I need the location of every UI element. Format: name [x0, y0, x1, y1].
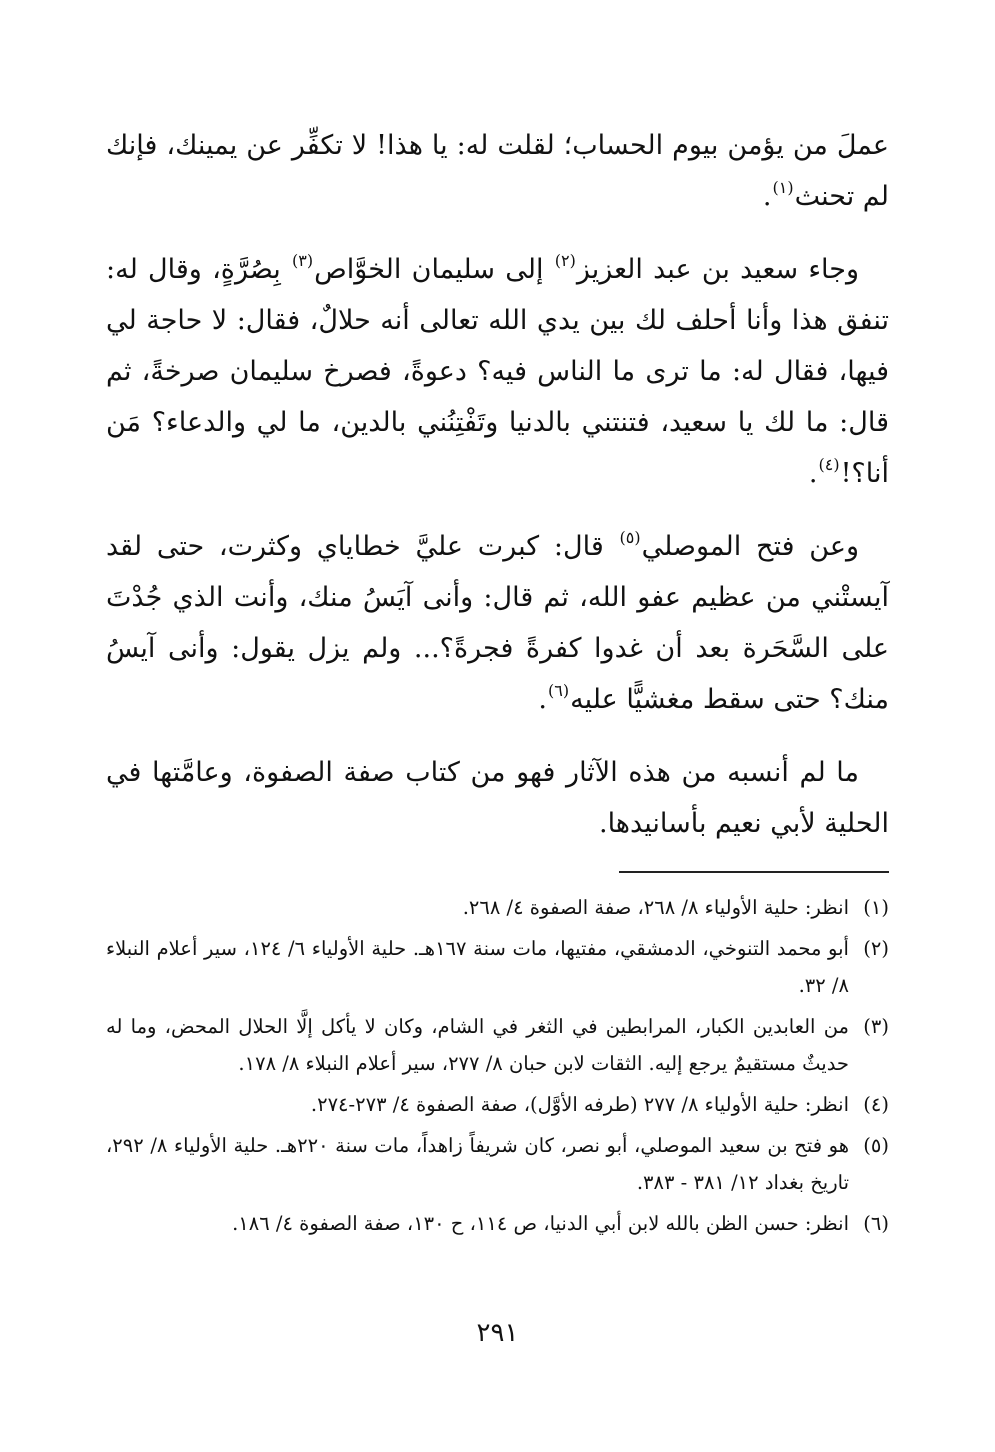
footnote-number: (٣) — [863, 1015, 889, 1038]
paragraph-text: بِصُرَّةٍ، وقال له: تنفق هذا وأنا أحلف لك بين يدي الله تعالى أنه حلالٌ، فقال: لا حاجة لي فيها، فقال له: ما ترى ما الناس فيه؟ دعوةً، فصرخ سليمان صرخةً، ثم قال: ما لك يا سعيد، فتنتني بالدنيا وتَفْتِنُني بالدين، ما لي والدعاء؟ مَن أنا؟! — [106, 254, 889, 489]
footnote-ref[interactable]: (٣) — [292, 251, 314, 270]
footnote-ref[interactable]: (٥) — [619, 528, 641, 547]
footnote-number: (٥) — [863, 1134, 889, 1157]
footnote-ref[interactable]: (٤) — [818, 455, 840, 474]
paragraph-3 — [106, 521, 889, 725]
footnote-number: (٦) — [863, 1212, 889, 1235]
footnote-item — [106, 1008, 889, 1082]
footnote-text: انظر: حسن الظن بالله لابن أبي الدنيا، ص ١١٤، ح ١٣٠، صفة الصفوة ٤/ ١٨٦. — [232, 1212, 849, 1235]
paragraph-text: عملَ من يؤمن بيوم الحساب؛ لقلت له: يا هذا! لا تكفِّر عن يمينك، فإنك لم تحنث — [106, 130, 889, 212]
paragraph-text: . — [538, 684, 547, 715]
footnote-number: (١) — [863, 896, 889, 919]
paragraph-1 — [106, 120, 889, 222]
paragraph-text: وجاء سعيد بن عبد العزيز — [576, 254, 860, 285]
footnote-separator — [619, 871, 889, 873]
footnote-item — [106, 1086, 889, 1123]
paragraph-text: ما لم أنسبه من هذه الآثار فهو من كتاب صفة الصفوة، وعامَّتها في الحلية لأبي نعيم بأسانيدها. — [106, 757, 889, 839]
footnote-text: أبو محمد التنوخي، الدمشقي، مفتيها، مات سنة ١٦٧هـ. حلية الأولياء ٦/ ١٢٤، سير أعلام النبلاء ٨/ ٣٢. — [106, 937, 849, 997]
footnote-ref[interactable]: (٢) — [554, 251, 576, 270]
paragraph-2 — [106, 244, 889, 499]
footnote-item — [106, 889, 889, 926]
page-number: ٢٩١ — [476, 1318, 519, 1348]
footnote-item — [106, 1127, 889, 1201]
paragraph-text: قال: كبرت عليَّ خطاياي وكثرت، حتى لقد آيستْني من عظيم عفو الله، ثم قال: وأنى آيَسُ منك، وأنت الذي جُدْتَ على السَّحَرة بعد أن غدوا كفرةً فجرةً؟... ولم يزل يقول: وأنى آيسُ منك؟ حتى سقط مغشيًّا عليه — [106, 531, 889, 715]
footnote-number: (٢) — [863, 937, 889, 960]
footnote-ref[interactable]: (١) — [772, 178, 794, 197]
paragraph-4 — [106, 747, 889, 849]
book-page — [106, 120, 889, 1246]
main-text — [106, 120, 889, 849]
footnote-text: من العابدين الكبار، المرابطين في الثغر في الشام، وكان لا يأكل إلَّا الحلال المحض، وما له حديثٌ مستقيمٌ يرجع إليه. الثقات لابن حبان ٨/ ٢٧٧، سير أعلام النبلاء ٨/ ١٧٨. — [106, 1015, 849, 1075]
footnote-text: انظر: حلية الأولياء ٨/ ٢٦٨، صفة الصفوة ٤/ ٢٦٨. — [462, 896, 849, 919]
paragraph-text: . — [762, 181, 772, 212]
paragraph-text: إلى سليمان الخوَّاص — [314, 254, 554, 285]
footnote-item — [106, 930, 889, 1004]
footnotes — [106, 889, 889, 1242]
paragraph-text: . — [808, 458, 818, 489]
footnote-number: (٤) — [863, 1093, 889, 1116]
footnote-text: هو فتح بن سعيد الموصلي، أبو نصر، كان شريفاً زاهداً، مات سنة ٢٢٠هـ. حلية الأولياء ٨/ ٢٩٢، تاريخ بغداد ١٢/ ٣٨١ - ٣٨٣. — [106, 1134, 849, 1194]
footnote-item — [106, 1205, 889, 1242]
footnote-text: انظر: حلية الأولياء ٨/ ٢٧٧ (طرفه الأوَّل)، صفة الصفوة ٤/ ٢٧٣-٢٧٤. — [310, 1093, 849, 1116]
footnote-ref[interactable]: (٦) — [548, 681, 570, 700]
paragraph-text: وعن فتح الموصلي — [641, 531, 859, 562]
